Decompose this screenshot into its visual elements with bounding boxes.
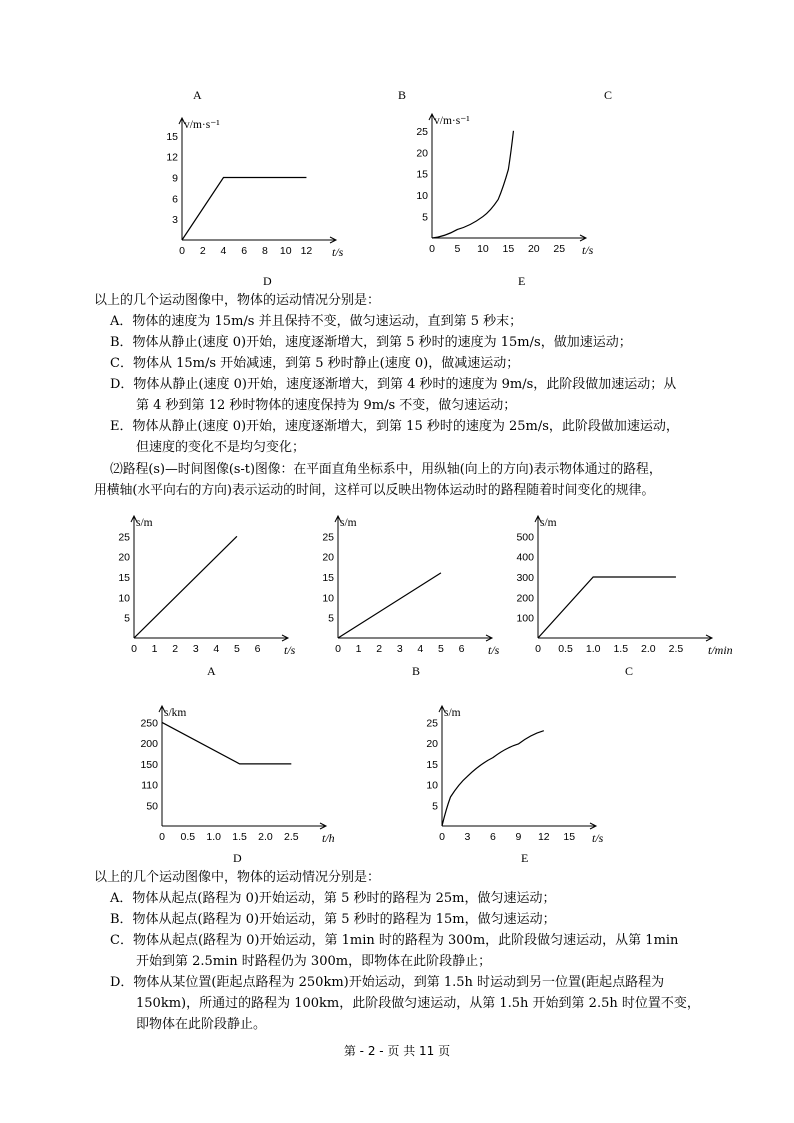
x-axis-label: t/s [488,643,500,657]
x-axis-label: t/s [592,831,604,845]
y-tick-label: 10 [322,592,334,605]
st-item-d-line1: D．物体从某位置(距起点路程为 250km)开始运动，到第 1.5h 时运动到另一位置(距起点路程为 [110,975,665,990]
series-line [134,536,237,638]
x-axis-label: t/s [582,243,594,257]
st-chart-a [112,510,312,660]
vt-chart-label-d: D [263,274,272,288]
x-tick-label: 1.5 [613,643,629,655]
y-tick-label: 15 [166,130,178,143]
x-tick-label: 0 [439,831,445,843]
vt-chart-e [410,108,610,260]
x-tick-label: 12 [300,245,313,257]
st-item-d-line3: 即物体在此阶段静止。 [136,1017,267,1032]
x-tick-label: 2.5 [668,643,684,655]
x-tick-label: 10 [279,245,292,257]
st-chart-label-d: D [233,851,242,865]
y-tick-label: 9 [172,172,178,185]
x-tick-label: 5 [438,643,444,655]
series-line [432,131,513,238]
y-tick-label: 250 [140,717,158,730]
x-tick-label: 9 [515,831,522,843]
x-tick-label: 0 [131,643,137,655]
y-tick-label: 10 [426,779,438,792]
y-tick-label: 15 [118,571,130,584]
chart-letter-a: A [193,88,202,102]
x-tick-label: 1 [151,643,158,655]
x-tick-label: 6 [254,643,261,655]
x-tick-label: 6 [241,245,248,257]
y-tick-label: 12 [166,151,178,164]
st-item-d-line2: 150km)，所通过的路程为 100km，此阶段做匀速运动，从第 1.5h 开始到第 2.5h 时位置不变， [136,996,700,1011]
st-chart-e [420,700,620,848]
y-tick-label: 200 [140,738,158,751]
x-tick-label: 15 [502,243,515,255]
y-axis-label: v/m·s⁻¹ [434,115,470,127]
st-chart-b [316,510,516,660]
series-line [162,722,291,763]
x-tick-label: 0 [335,643,341,655]
y-tick-label: 15 [322,571,334,584]
x-tick-label: 15 [563,831,576,843]
series-line [182,178,306,240]
y-axis-label: s/m [540,517,557,529]
series-line [338,573,441,638]
x-axis-label: t/s [284,643,296,657]
x-axis-label: t/h [322,831,335,845]
vt-chart-d [160,112,360,262]
y-tick-label: 20 [426,738,438,751]
st-paragraph-line1: ⑵路程(s)—时间图像(s-t)图像：在平面直角坐标系中，用纵轴(向上的方向)表示物体通过的路程， [110,462,662,477]
x-tick-label: 2.0 [641,643,656,655]
x-tick-label: 0.5 [558,643,573,655]
st-chart-d [140,700,350,848]
x-tick-label: 2.0 [258,831,273,843]
vt-intro: 以上的几个运动图像中，物体的运动情况分别是： [94,293,381,308]
st-item-b: B．物体从起点(路程为 0)开始运动，第 5 秒时的路程为 15m，做匀速运动； [110,912,556,927]
x-tick-label: 4 [220,245,227,257]
st-chart-c [516,510,736,660]
y-tick-label: 6 [172,193,178,206]
st-chart-label-b: B [412,664,421,678]
vt-item-c: C．物体从 15m/s 开始减速，到第 5 秒时静止(速度 0)，做减速运动； [110,356,520,371]
x-tick-label: 5 [234,643,240,655]
y-tick-label: 10 [416,190,428,203]
x-tick-label: 6 [489,831,496,843]
y-axis-label: v/m·s⁻¹ [184,119,220,131]
x-tick-label: 8 [262,245,268,257]
series-line [538,577,676,638]
y-axis-label: s/km [164,707,187,719]
x-tick-label: 2 [199,245,206,257]
y-tick-label: 400 [516,551,534,564]
y-tick-label: 20 [322,551,334,564]
x-tick-label: 1.0 [206,831,222,843]
x-tick-label: 2.5 [284,831,299,843]
y-tick-label: 5 [422,211,428,224]
x-tick-label: 10 [477,243,489,255]
y-tick-label: 15 [416,168,428,181]
x-tick-label: 0 [429,243,435,255]
st-item-c-line2: 开始到第 2.5min 时路程仍为 300m，即物体在此阶段静止； [136,954,492,969]
y-tick-label: 25 [322,531,334,544]
vt-item-d-line1: D．物体从静止(速度 0)开始，速度逐渐增大，到第 4 秒时的速度为 9m/s，此阶段做加速运动；从 [110,377,677,392]
y-tick-label: 20 [118,551,130,564]
x-tick-label: 0 [535,643,541,655]
vt-chart-label-e: E [518,274,526,288]
y-tick-label: 25 [118,531,130,544]
x-tick-label: 3 [464,831,471,843]
x-tick-label: 2 [376,643,383,655]
x-tick-label: 25 [553,243,566,255]
chart-letter-c: C [604,88,613,102]
y-tick-label: 5 [328,612,334,625]
x-tick-label: 3 [396,643,403,655]
y-tick-label: 5 [124,612,130,625]
y-tick-label: 10 [118,592,130,605]
st-item-a: A．物体从起点(路程为 0)开始运动，第 5 秒时的路程为 25m，做匀速运动； [110,891,556,906]
y-axis-label: s/m [136,517,153,529]
y-tick-label: 110 [141,779,158,792]
st-chart-label-a: A [207,664,216,678]
st-paragraph-line2: 用横轴(水平向右的方向)表示运动的时间，这样可以反映出物体运动时的路程随着时间变化的规律。 [94,483,655,498]
st-chart-label-e: E [521,851,529,865]
y-tick-label: 500 [516,531,534,544]
x-tick-label: 3 [192,643,199,655]
y-tick-label: 25 [416,125,428,138]
x-tick-label: 0 [179,245,185,257]
x-tick-label: 6 [458,643,465,655]
y-axis-label: s/m [340,517,357,529]
y-tick-label: 5 [432,800,438,813]
y-tick-label: 200 [516,592,534,605]
vt-item-b: B．物体从静止(速度 0)开始，速度逐渐增大，到第 5 秒时的速度为 15m/s，做加速运动； [110,335,632,350]
x-tick-label: 1 [355,643,362,655]
x-tick-label: 4 [213,643,220,655]
x-tick-label: 0 [159,831,165,843]
x-axis-label: t/s [332,245,344,259]
x-axis-label: t/min [708,643,733,657]
y-tick-label: 25 [426,717,438,730]
y-tick-label: 15 [426,758,438,771]
y-tick-label: 300 [516,571,534,584]
chart-letter-b: B [398,88,407,102]
st-chart-label-c: C [625,664,634,678]
vt-item-a: A．物体的速度为 15m/s 并且保持不变，做匀速运动，直到第 5 秒末； [110,314,523,329]
y-tick-label: 50 [146,800,158,813]
x-tick-label: 20 [527,243,540,255]
y-tick-label: 150 [140,758,158,771]
x-tick-label: 12 [537,831,550,843]
x-tick-label: 4 [417,643,424,655]
y-tick-label: 3 [172,214,178,227]
series-line [442,731,544,826]
y-axis-label: s/m [444,707,461,719]
x-tick-label: 1.5 [232,831,247,843]
x-tick-label: 5 [454,243,461,255]
x-tick-label: 1.0 [585,643,601,655]
st-intro: 以上的几个运动图像中，物体的运动情况分别是： [94,870,381,885]
y-tick-label: 100 [516,612,534,625]
x-tick-label: 0.5 [180,831,196,843]
y-tick-label: 20 [416,147,428,160]
vt-item-d-line2: 第 4 秒到第 12 秒时物体的速度保持为 9m/s 不变，做匀速运动； [136,398,517,413]
vt-item-e-line1: E．物体从静止(速度 0)开始，速度逐渐增大，到第 15 秒时的速度为 25m/s，此阶段做加速运动， [110,419,679,434]
x-tick-label: 2 [172,643,179,655]
st-item-c-line1: C．物体从起点(路程为 0)开始运动，第 1min 时的路程为 300m，此阶段做匀速运动，从第 1min [110,933,679,948]
vt-item-e-line2: 但速度的变化不是均匀变化； [136,440,306,455]
page-footer: 第 - 2 - 页 共 11 页 [343,1044,451,1058]
